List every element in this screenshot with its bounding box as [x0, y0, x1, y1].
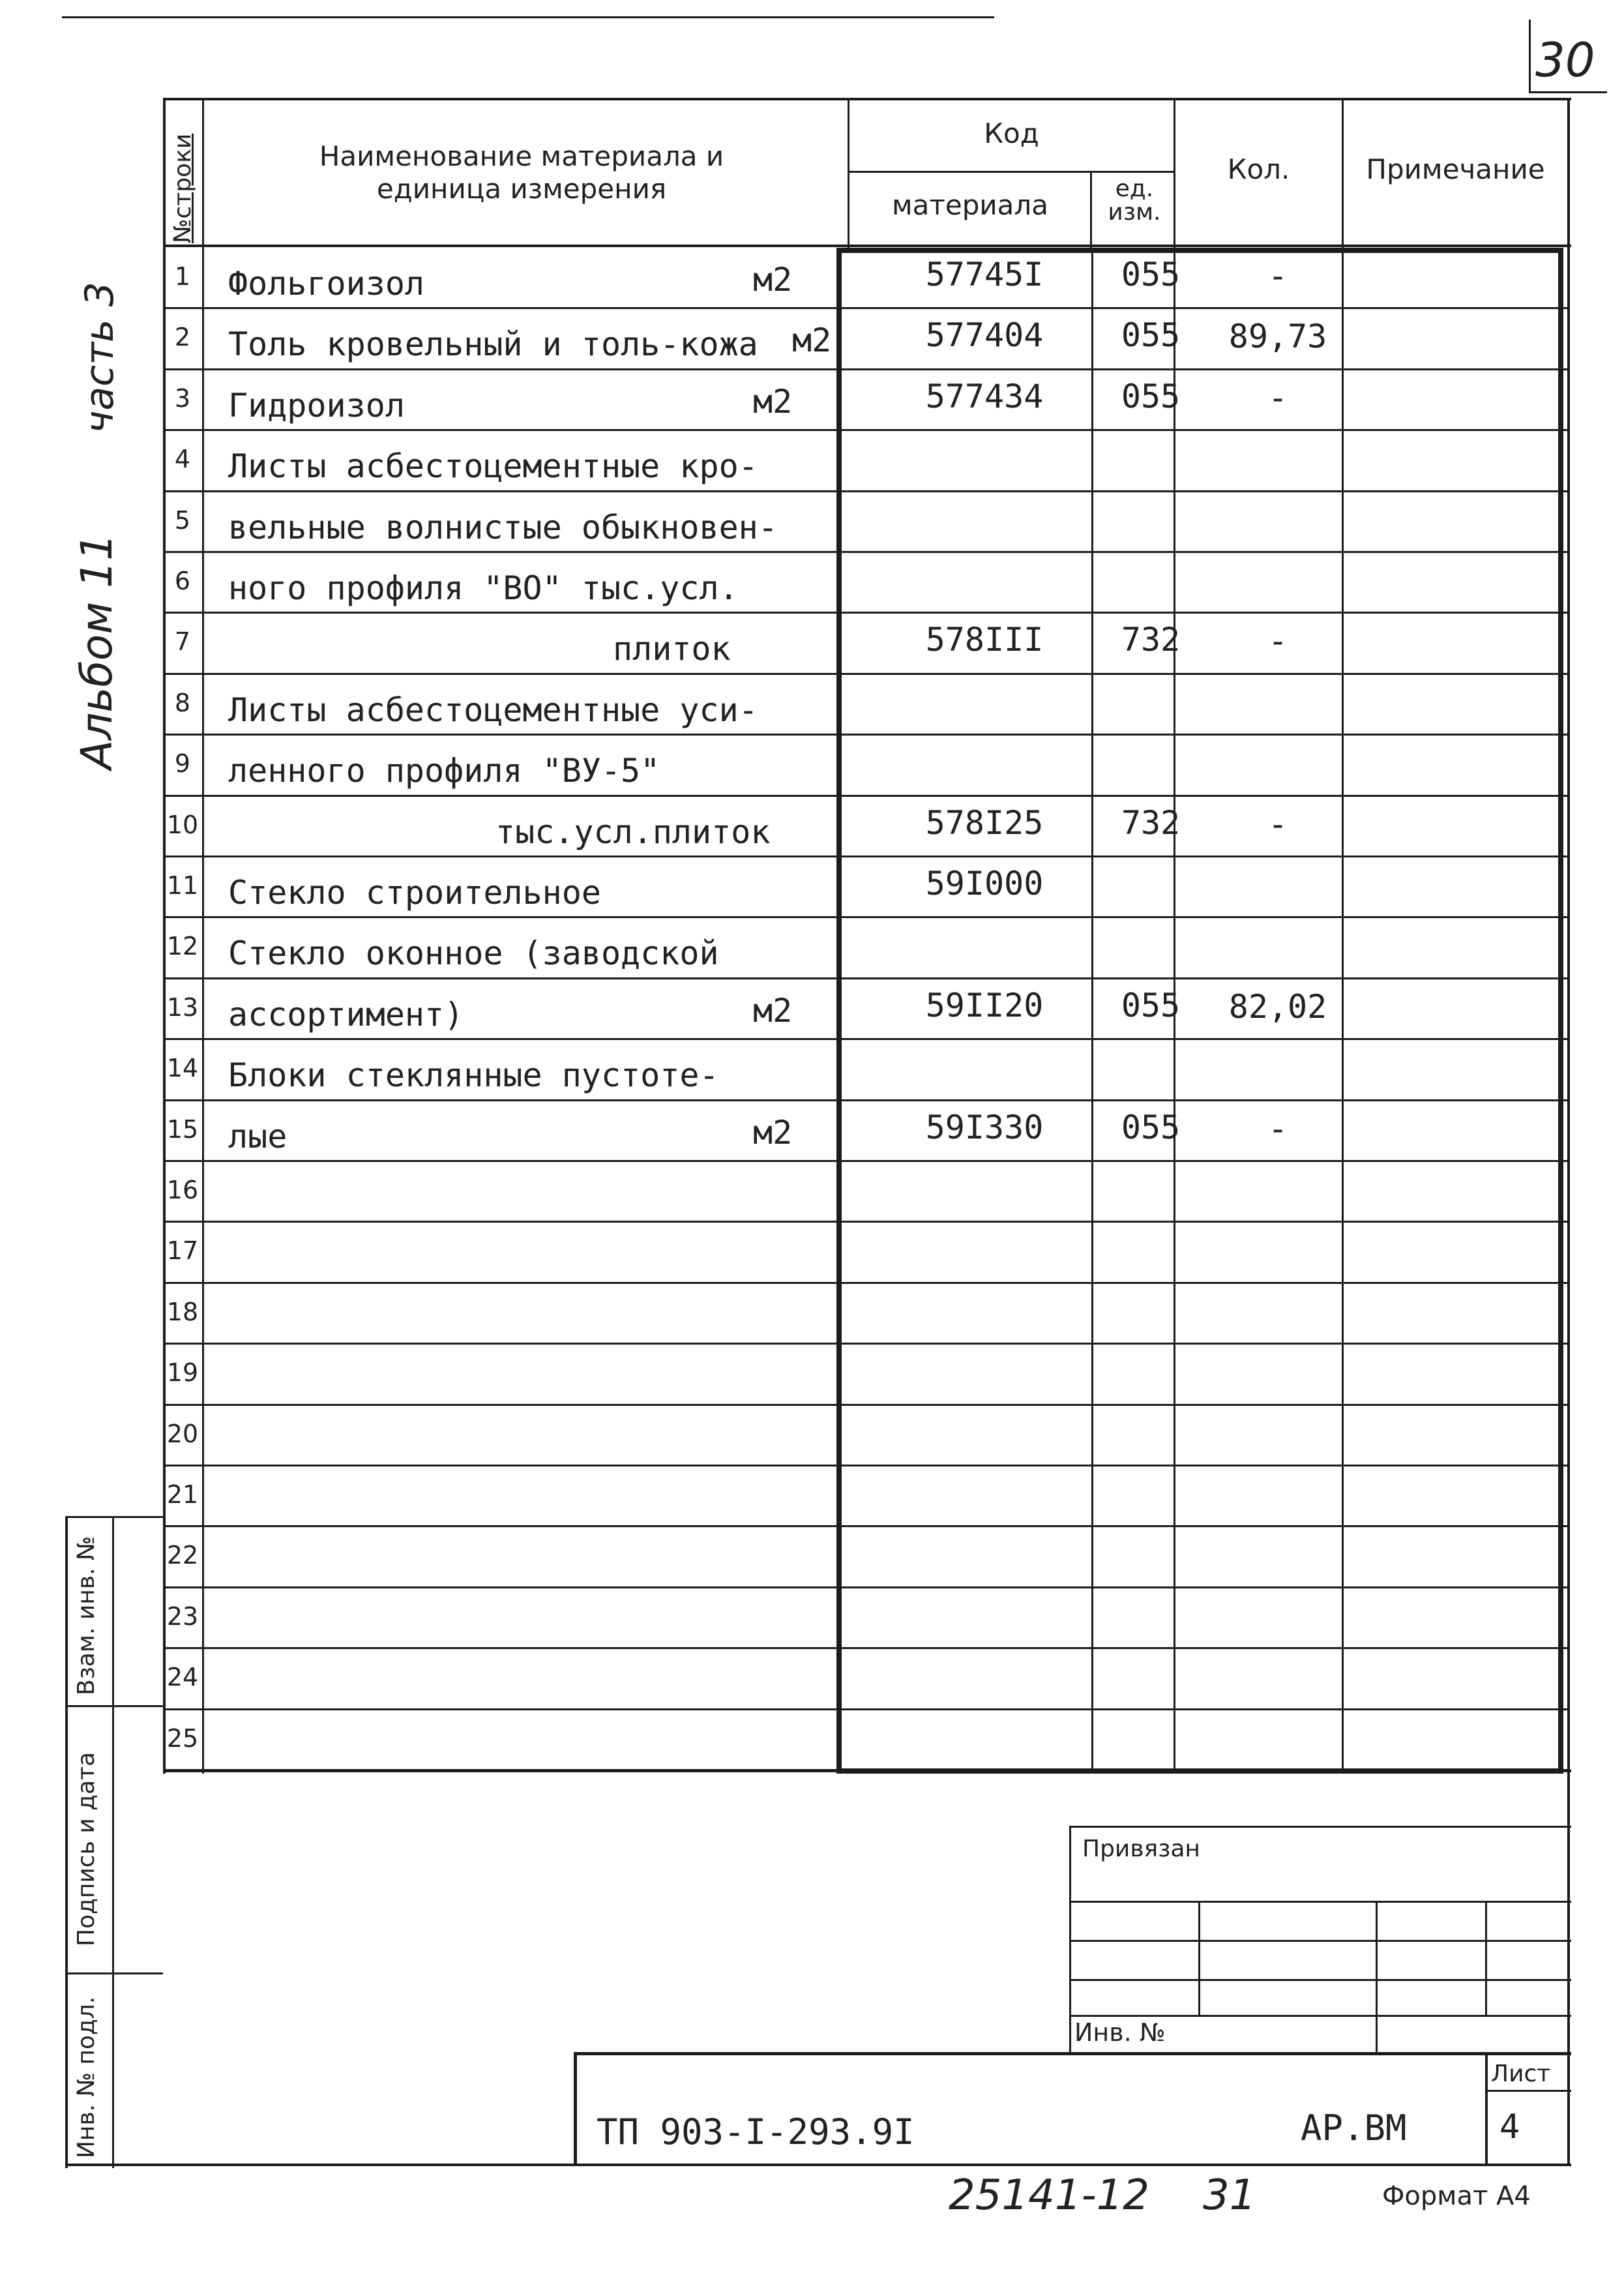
- row-number: 12: [166, 932, 199, 960]
- unit-code: 055: [1121, 1109, 1181, 1146]
- material-name: плиток: [613, 630, 731, 668]
- row-number: 7: [174, 627, 191, 656]
- privyazan-label: Привязан: [1082, 1836, 1200, 1862]
- row-number: 14: [166, 1054, 199, 1082]
- album-title: Альбом 11: [72, 533, 122, 769]
- row-number: 4: [174, 445, 191, 473]
- material-name: Стекло оконное (заводской: [228, 934, 719, 972]
- unit-code: 055: [1121, 378, 1181, 415]
- header-name: Наименование материала и единица измерения: [319, 140, 724, 205]
- part-title: часть 3: [77, 282, 123, 434]
- row-number: 6: [174, 567, 191, 595]
- material-name: Фольгоизол: [228, 265, 425, 303]
- unit-code: 055: [1121, 987, 1181, 1024]
- material-name: Гидроизол: [228, 387, 405, 424]
- header-qty: Кол.: [1227, 153, 1290, 185]
- unit: м2: [792, 321, 832, 359]
- material-code: 577434: [925, 378, 1044, 415]
- material-name: Стекло строительное: [228, 874, 601, 912]
- unit-code: 732: [1121, 621, 1181, 659]
- row-number: 8: [174, 689, 191, 717]
- page-number: 30: [1535, 33, 1595, 87]
- row-number: 10: [166, 811, 199, 839]
- quantity: 82,02: [1228, 988, 1327, 1026]
- row-number: 15: [166, 1115, 199, 1144]
- stamp-extra-number: 31: [1203, 2171, 1256, 2220]
- quantity: -: [1267, 379, 1288, 417]
- quantity: -: [1267, 805, 1288, 843]
- format-label: Формат А4: [1382, 2181, 1531, 2211]
- document-code: ТП 903-I-293.9I: [597, 2111, 915, 2152]
- material-code: 59I000: [925, 865, 1044, 902]
- row-number: 13: [166, 993, 199, 1022]
- quantity: -: [1267, 1110, 1288, 1148]
- material-name: Листы асбестоцементные уси-: [228, 691, 758, 729]
- header-material: материала: [891, 189, 1048, 221]
- material-name: Блоки стеклянные пустоте-: [228, 1056, 719, 1094]
- row-number: 3: [174, 384, 191, 413]
- header-unit-code: ед. изм.: [1108, 175, 1161, 226]
- material-name: ного профиля "ВО" тыс.усл.: [228, 569, 739, 607]
- document-mark: АР.ВМ: [1301, 2107, 1407, 2149]
- material-name: ассортимент): [228, 996, 464, 1034]
- quantity: -: [1267, 622, 1288, 660]
- stamp-number: 25141-12: [949, 2171, 1150, 2220]
- unit: м2: [753, 992, 793, 1030]
- sheet-number: 4: [1499, 2107, 1520, 2147]
- unit-code: 055: [1121, 316, 1181, 354]
- row-number: 22: [166, 1541, 199, 1570]
- row-number: 9: [174, 749, 191, 778]
- unit: м2: [753, 1114, 793, 1152]
- material-code: 577404: [925, 316, 1044, 354]
- row-number: 20: [166, 1420, 199, 1448]
- header-row-no: №строки: [170, 133, 196, 243]
- material-name: ленного профиля "ВУ-5": [228, 752, 660, 790]
- stamp-podpis: Подпись и дата: [73, 1751, 100, 1946]
- header-code: Код: [984, 117, 1039, 149]
- stamp-inv: Инв. № подл.: [73, 1996, 100, 2158]
- material-name: тыс.усл.плиток: [495, 813, 771, 851]
- material-code: 578III: [925, 621, 1044, 659]
- inv-no-label: Инв. №: [1074, 2018, 1166, 2047]
- row-number: 19: [166, 1358, 199, 1387]
- material-name: Листы асбестоцементные кро-: [228, 447, 758, 485]
- material-code: 57745I: [925, 256, 1044, 293]
- row-number: 24: [166, 1663, 199, 1691]
- row-number: 18: [166, 1298, 199, 1326]
- row-number: 25: [166, 1724, 199, 1753]
- material-code: 59II20: [925, 987, 1044, 1024]
- row-number: 2: [174, 323, 191, 351]
- unit-code: 055: [1121, 256, 1181, 293]
- unit: м2: [753, 383, 793, 421]
- row-number: 11: [166, 871, 199, 900]
- material-code: 59I330: [925, 1109, 1044, 1146]
- row-number: 16: [166, 1176, 199, 1204]
- header-note: Примечание: [1366, 153, 1545, 185]
- material-name: вельные волнистые обыкновен-: [228, 509, 778, 546]
- stamp-vzam: Взам. инв. №: [73, 1536, 100, 1695]
- quantity: -: [1267, 257, 1288, 295]
- quantity: 89,73: [1228, 318, 1327, 355]
- unit: м2: [753, 261, 793, 299]
- row-number: 23: [166, 1602, 199, 1631]
- row-number: 21: [166, 1480, 199, 1509]
- material-name: Толь кровельный и толь-кожа: [228, 325, 758, 363]
- row-number: 5: [174, 506, 191, 535]
- material-code: 578I25: [925, 804, 1044, 842]
- row-number: 17: [166, 1236, 199, 1265]
- material-name: лые: [228, 1118, 288, 1155]
- unit-code: 732: [1121, 804, 1181, 842]
- sheet-label: Лист: [1491, 2061, 1551, 2087]
- row-number: 1: [174, 262, 191, 291]
